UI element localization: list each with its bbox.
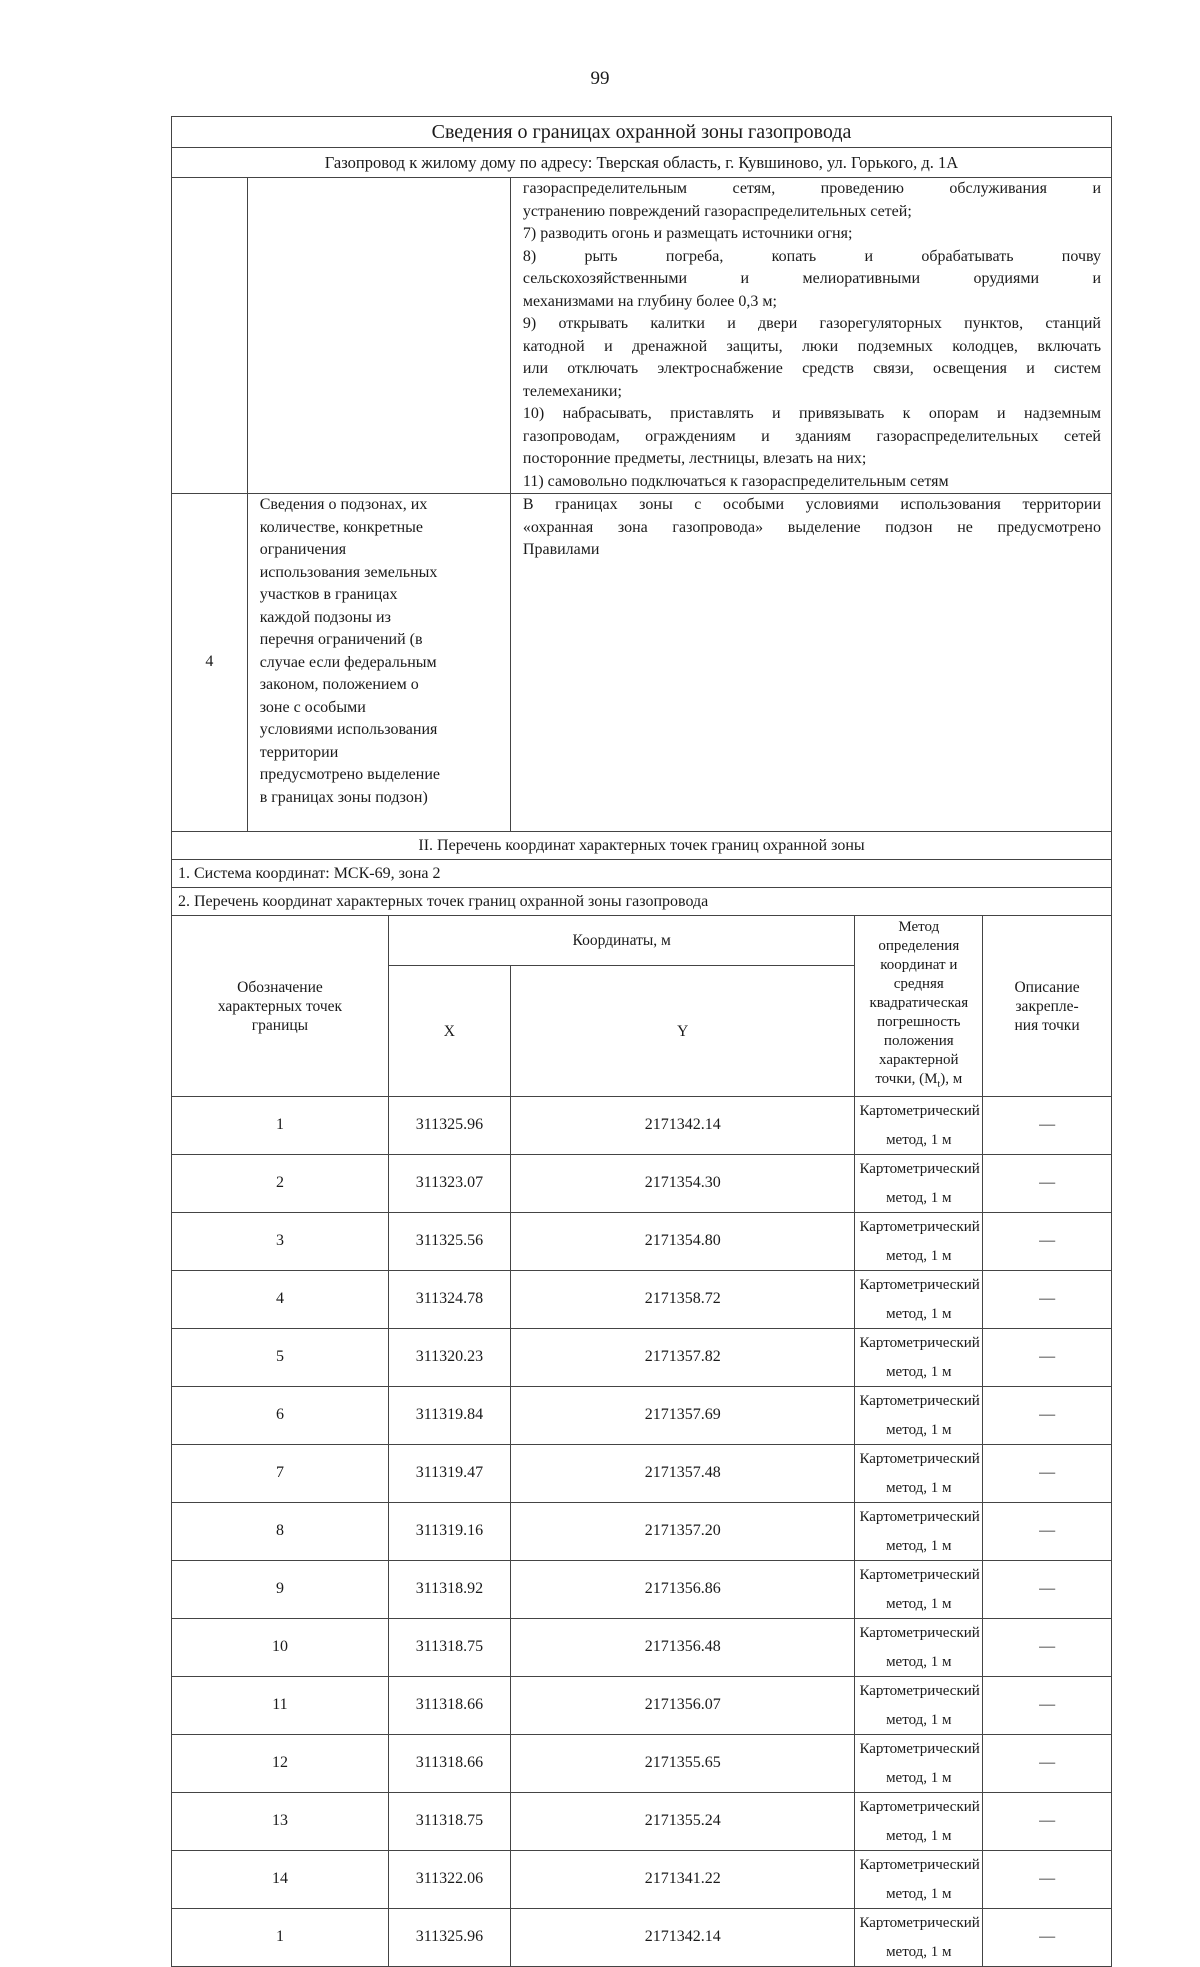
restriction-line: телемеханики;	[522, 382, 622, 400]
subzone-label-line: перечня ограничений (в	[259, 631, 423, 648]
coord-y: 2171341.22	[510, 1851, 855, 1909]
coord-y: 2171357.48	[510, 1445, 855, 1503]
subzone-label-line: зоне с особыми	[259, 698, 366, 716]
coord-x: 311319.16	[388, 1503, 510, 1561]
coord-x: 311319.47	[388, 1445, 510, 1503]
table-title: Сведения о границах охранной зоны газопровода	[172, 117, 1112, 148]
table-row	[172, 1677, 1112, 1735]
subzone-label-line: использования земельных	[259, 563, 438, 581]
coord-y: 2171356.07	[510, 1677, 855, 1735]
restriction-line: или отключать электроснабжение средств связи, освещения и систем	[522, 360, 1101, 377]
restriction-line: 9) открывать калитки и двери газорегуляторных пунктов, станций	[522, 315, 1101, 332]
point-id: 8	[172, 1503, 389, 1561]
restriction-line: 7) разводить огонь и размещать источники огня;	[522, 225, 853, 242]
subzone-value	[510, 494, 1111, 832]
coord-x: 311324.78	[388, 1271, 510, 1329]
coord-x: 311323.07	[388, 1155, 510, 1213]
point-id: 2	[172, 1155, 389, 1213]
section-ii-title: II. Перечень координат характерных точек границ охранной зоны	[172, 832, 1112, 860]
table-row	[172, 1619, 1112, 1677]
coord-x: 311325.56	[388, 1213, 510, 1271]
method: Картометрический метод, 1 м	[855, 1445, 983, 1503]
table-row	[172, 1851, 1112, 1909]
restriction-line: сельскохозяйственными и мелиоративными орудиями и	[522, 270, 1101, 287]
point-id: 11	[172, 1677, 389, 1735]
coord-y: 2171354.30	[510, 1155, 855, 1213]
table-row	[172, 1155, 1112, 1213]
restriction-line: 10) набрасывать, приставлять и привязывать к опорам и надземным	[522, 405, 1101, 422]
method: Картометрический метод, 1 м	[855, 1387, 983, 1445]
method: Картометрический метод, 1 м	[855, 1213, 983, 1271]
table-row	[172, 1387, 1112, 1445]
header-coordinates: Координаты, м	[388, 916, 855, 966]
point-description: —	[983, 1387, 1112, 1445]
header-method: Метод определения координат и средняя квадратическая погрешность положения характерной точки, $(M_t)$, м	[855, 916, 983, 1097]
header-y: Y	[510, 966, 855, 1097]
point-id: 9	[172, 1561, 389, 1619]
gas-pipeline-zone-table	[171, 116, 1112, 1967]
header-x: X	[388, 966, 510, 1097]
table-row	[172, 1213, 1112, 1271]
pipeline-address: Газопровод к жилому дому по адресу: Тверская область, г. Кувшиново, ул. Горького, д. 1А	[172, 148, 1112, 178]
restriction-line: посторонние предметы, лестницы, влезать на них;	[522, 450, 867, 467]
coord-x: 311318.75	[388, 1793, 510, 1851]
method: Картометрический метод, 1 м	[855, 1329, 983, 1387]
point-id: 7	[172, 1445, 389, 1503]
coord-x: 311318.75	[388, 1619, 510, 1677]
method: Картометрический метод, 1 м	[855, 1503, 983, 1561]
coord-x: 311318.66	[388, 1735, 510, 1793]
row-number: 4	[172, 494, 248, 832]
table-row	[172, 1271, 1112, 1329]
header-description: Описание закрепле- ния точки	[983, 916, 1112, 1097]
method: Картометрический метод, 1 м	[855, 1851, 983, 1909]
method: Картометрический метод, 1 м	[855, 1735, 983, 1793]
point-description: —	[983, 1561, 1112, 1619]
restriction-line: катодной и дренажной защиты, люки подземных колодцев, включать	[522, 337, 1101, 355]
restriction-line: механизмами на глубину более 0,3 м;	[522, 292, 777, 310]
header-point: Обозначение характерных точек границы	[172, 916, 389, 1097]
subzone-value-line: «охранная зона газопровода» выделение подзон не предусмотрено	[522, 518, 1101, 536]
subzone-label-line: законом, положением о	[259, 676, 419, 693]
restriction-line: газопроводам, ограждениям и зданиям газораспределительных сетей	[522, 427, 1101, 445]
point-description: —	[983, 1909, 1112, 1967]
coord-y: 2171357.82	[510, 1329, 855, 1387]
coord-y: 2171342.14	[510, 1097, 855, 1155]
table-row	[172, 1793, 1112, 1851]
method: Картометрический метод, 1 м	[855, 1909, 983, 1967]
point-id: 1	[172, 1909, 389, 1967]
coord-x: 311318.66	[388, 1677, 510, 1735]
point-description: —	[983, 1793, 1112, 1851]
point-description: —	[983, 1271, 1112, 1329]
point-description: —	[983, 1155, 1112, 1213]
point-description: —	[983, 1097, 1112, 1155]
subzone-value-line: В границах зоны с особыми условиями использования территории	[522, 496, 1101, 513]
subzone-label-line: участков в границах	[259, 586, 398, 603]
restrictions-label-cell	[247, 178, 510, 494]
restriction-line: 11) самовольно подключаться к газораспределительным сетям	[522, 472, 949, 490]
subzone-label-line: количестве, конкретные	[259, 518, 423, 536]
method: Картометрический метод, 1 м	[855, 1793, 983, 1851]
coord-x: 311325.96	[388, 1097, 510, 1155]
restriction-line: устранению повреждений газораспределительных сетей;	[522, 202, 912, 220]
coord-x: 311325.96	[388, 1909, 510, 1967]
point-id: 6	[172, 1387, 389, 1445]
table-row	[172, 1329, 1112, 1387]
point-description: —	[983, 1445, 1112, 1503]
row-number	[172, 178, 248, 494]
coord-x: 311320.23	[388, 1329, 510, 1387]
method: Картометрический метод, 1 м	[855, 1097, 983, 1155]
coord-x: 311319.84	[388, 1387, 510, 1445]
subzone-label-line: условиями использования	[259, 721, 438, 738]
subzone-label-line: каждой подзоны из	[259, 608, 391, 626]
subzone-label-line: ограничения	[259, 541, 347, 558]
coord-y: 2171356.48	[510, 1619, 855, 1677]
coord-y: 2171357.69	[510, 1387, 855, 1445]
point-description: —	[983, 1851, 1112, 1909]
point-description: —	[983, 1329, 1112, 1387]
point-description: —	[983, 1735, 1112, 1793]
point-description: —	[983, 1619, 1112, 1677]
table-row	[172, 1735, 1112, 1793]
method: Картометрический метод, 1 м	[855, 1619, 983, 1677]
point-id: 10	[172, 1619, 389, 1677]
point-description: —	[983, 1503, 1112, 1561]
point-id: 14	[172, 1851, 389, 1909]
subzone-label-line: случае если федеральным	[259, 653, 437, 671]
method: Картометрический метод, 1 м	[855, 1561, 983, 1619]
coordinate-system: 1. Система координат: МСК-69, зона 2	[172, 860, 1112, 888]
table-row	[172, 1561, 1112, 1619]
point-id: 4	[172, 1271, 389, 1329]
coordinates-list-title: 2. Перечень координат характерных точек границ охранной зоны газопровода	[172, 888, 1112, 916]
point-description: —	[983, 1213, 1112, 1271]
subzone-label-line: предусмотрено выделение	[259, 766, 441, 783]
subzone-label-line: Сведения о подзонах, их	[259, 496, 428, 513]
point-id: 13	[172, 1793, 389, 1851]
coord-y: 2171354.80	[510, 1213, 855, 1271]
coord-x: 311318.92	[388, 1561, 510, 1619]
method: Картометрический метод, 1 м	[855, 1677, 983, 1735]
point-id: 3	[172, 1213, 389, 1271]
method: Картометрический метод, 1 м	[855, 1155, 983, 1213]
coord-y: 2171355.24	[510, 1793, 855, 1851]
subzone-label-line: в границах зоны подзон)	[259, 788, 428, 806]
table-row	[172, 1503, 1112, 1561]
table-row	[172, 1097, 1112, 1155]
coord-y: 2171342.14	[510, 1909, 855, 1967]
coord-x: 311322.06	[388, 1851, 510, 1909]
subzone-label-line: территории	[259, 743, 339, 761]
restrictions-text	[510, 178, 1111, 494]
point-description: —	[983, 1677, 1112, 1735]
method: Картометрический метод, 1 м	[855, 1271, 983, 1329]
table-row	[172, 1445, 1112, 1503]
restriction-line: 8) рыть погреба, копать и обрабатывать почву	[522, 247, 1101, 265]
restriction-line: газораспределительным сетям, проведению обслуживания и	[522, 180, 1101, 197]
page-number: 99	[590, 68, 610, 89]
coord-y: 2171358.72	[510, 1271, 855, 1329]
point-id: 5	[172, 1329, 389, 1387]
coord-y: 2171357.20	[510, 1503, 855, 1561]
table-row	[172, 1909, 1112, 1967]
point-id: 12	[172, 1735, 389, 1793]
point-id: 1	[172, 1097, 389, 1155]
subzone-value-line: Правилами	[522, 541, 600, 558]
subzone-label	[247, 494, 510, 832]
coord-y: 2171355.65	[510, 1735, 855, 1793]
coord-y: 2171356.86	[510, 1561, 855, 1619]
